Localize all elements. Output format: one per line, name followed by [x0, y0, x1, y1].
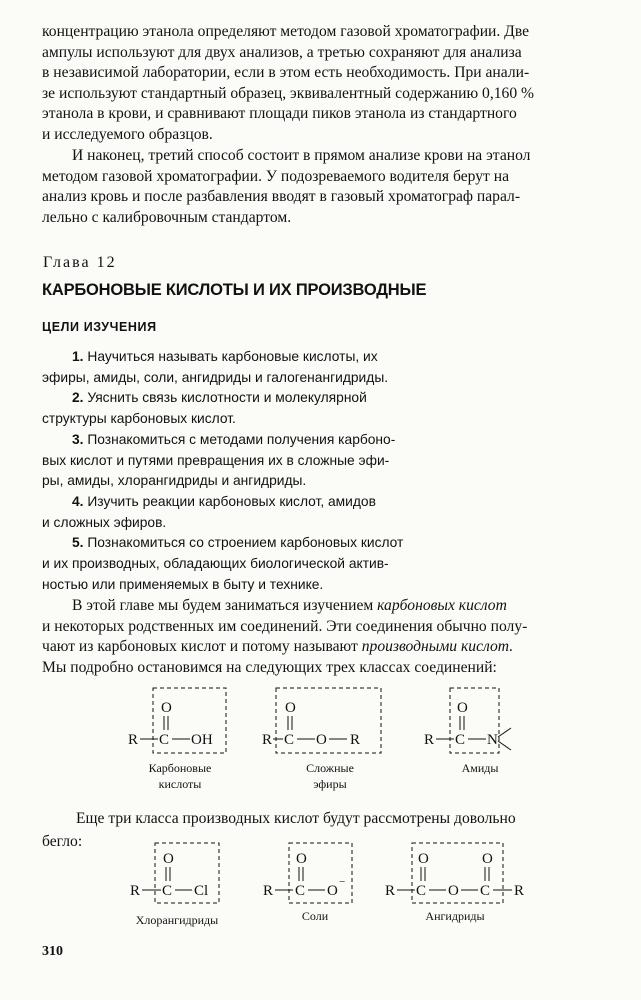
carbon-label: C: [284, 732, 295, 748]
goal-number: 5.: [72, 535, 84, 551]
caption-esters: [290, 760, 370, 792]
text-line: ампулы используют для двух анализов, а третью сохраняют для анализа: [42, 43, 522, 61]
carbon-label: C: [480, 883, 491, 899]
oxygen-label: O: [482, 851, 493, 867]
r-group-label: R: [262, 732, 273, 748]
goal-text: структуры карбоновых кислот.: [42, 411, 236, 427]
formula-ester: [262, 700, 360, 748]
goal-text: Научиться называть карбоновые кислоты, их: [87, 349, 378, 364]
paragraph-other-derivatives: Еще три класса производных кислот будут рассмотрены довольно: [76, 810, 516, 827]
term-carboxylic-acids: карбоновых кислот: [377, 597, 507, 614]
chapter-label: Глава 12: [43, 254, 117, 271]
oxygen-anion-label: O: [327, 883, 338, 899]
oxygen-label: O: [285, 700, 296, 716]
page-number: 310: [42, 944, 63, 959]
goal-text: Познакомиться с методами получения карбоно-: [87, 431, 396, 447]
bridge-oxygen-label: O: [448, 883, 459, 899]
text-line: лельно с калибровочным стандартом.: [42, 208, 292, 226]
caption-carboxylic-acids: [130, 760, 230, 792]
caption-amides: [440, 760, 520, 776]
carbon-label: C: [295, 883, 306, 899]
goal-number: 4.: [72, 493, 84, 509]
caption-line: эфиры: [313, 777, 347, 791]
goal-number: 1.: [72, 349, 84, 364]
negative-charge-label: −: [339, 876, 346, 888]
formula-salt: [263, 851, 345, 899]
goals-heading: ЦЕЛИ ИЗУЧЕНИЯ: [42, 320, 157, 334]
formula-carboxylic-acid: [128, 700, 213, 748]
r-group-label: R: [424, 732, 435, 748]
r-group-label: R: [263, 883, 274, 899]
chapter-title: КАРБОНОВЫЕ КИСЛОТЫ И ИХ ПРОИЗВОДНЫЕ: [42, 281, 427, 299]
text-line: в независимой лаборатории, если в этом есть необходимость. При анали-: [42, 64, 530, 82]
goal-text: Уяснить связь кислотности и молекулярной: [87, 390, 367, 406]
caption-line: Карбоновые: [148, 761, 212, 775]
carbon-label: C: [162, 883, 173, 899]
oxygen-label: O: [457, 700, 468, 716]
goal-text: Изучить реакции карбоновых кислот, амидов: [87, 493, 376, 509]
text-line: зе используют стандартный образец, эквивалентный содержанию 0,160 %: [42, 84, 535, 102]
chlorine-label: Cl: [194, 883, 209, 899]
text-line: В этой главе мы будем заниматься изучением: [72, 597, 378, 614]
r-group-label: R: [350, 732, 361, 748]
caption-line: Сложные: [306, 761, 354, 775]
formula-acyl-chloride: [130, 851, 208, 899]
text-line: Мы подробно остановимся на следующих трех классах соединений:: [42, 658, 497, 676]
oxygen-label: O: [161, 700, 172, 716]
r-group-label: R: [128, 732, 139, 748]
text-line: и исследуемого образцов.: [42, 125, 213, 143]
r-group-label: R: [130, 883, 141, 899]
term-acid-derivatives: производными кислот.: [361, 638, 514, 656]
caption-line: кислоты: [158, 777, 202, 791]
r-group-label: R: [514, 883, 525, 899]
caption-anhydrides: Ангидриды: [425, 909, 485, 923]
oxygen-label: O: [296, 851, 307, 867]
goal-number: 2.: [72, 390, 84, 406]
carbon-label: C: [159, 732, 170, 748]
text-line: концентрацию этанола определяют методом газовой хроматографии. Две: [42, 23, 530, 40]
goal-number: 3.: [72, 431, 84, 447]
nitrogen-label: N: [487, 732, 498, 748]
goal-text: ры, амиды, хлорангидриды и ангидриды.: [42, 473, 307, 489]
goal-text: и сложных эфиров.: [42, 514, 167, 530]
text-line: и некоторых родственных им соединений. Эти соединения обычно полу-: [42, 617, 528, 635]
goal-text: Познакомиться со строением карбоновых кислот: [87, 535, 404, 551]
caption-salts: Соли: [301, 909, 329, 923]
hydroxyl-label: OH: [191, 732, 213, 748]
caption-acyl-chlorides: Хлорангидриды: [135, 913, 219, 927]
formula-amide: [424, 700, 511, 750]
goal-text: и их производных, обладающих биологической актив-: [42, 556, 389, 572]
r-group-label: R: [385, 883, 396, 899]
text-line: методом газовой хроматографии. У подозреваемого водителя берут на: [42, 167, 510, 185]
oxygen-label: O: [163, 851, 174, 867]
text-line: чают из карбоновых кислот и потому называют: [42, 638, 362, 656]
text-line: этанола в крови, и сравнивают площади пиков этанола из стандартного: [42, 105, 517, 123]
paragraph-other-derivatives-cont: бегло:: [42, 833, 83, 850]
text-line: анализ кровь и после разбавления вводят в газовый хроматограф парал-: [42, 188, 521, 206]
oxygen-label: O: [418, 851, 429, 867]
goal-text: ностью или применяемых в быту и технике.: [42, 576, 324, 592]
carbon-label: C: [455, 732, 466, 748]
goal-text: вых кислот и путями превращения их в сложные эфи-: [42, 452, 390, 468]
goal-text: эфиры, амиды, соли, ангидриды и галогенангидриды.: [42, 369, 389, 385]
text-line: И наконец, третий способ состоит в прямом анализе крови на этанол: [72, 147, 531, 164]
carbon-label: C: [416, 883, 427, 899]
caption-line: Амиды: [461, 761, 499, 775]
ester-oxygen-label: O: [316, 732, 327, 748]
